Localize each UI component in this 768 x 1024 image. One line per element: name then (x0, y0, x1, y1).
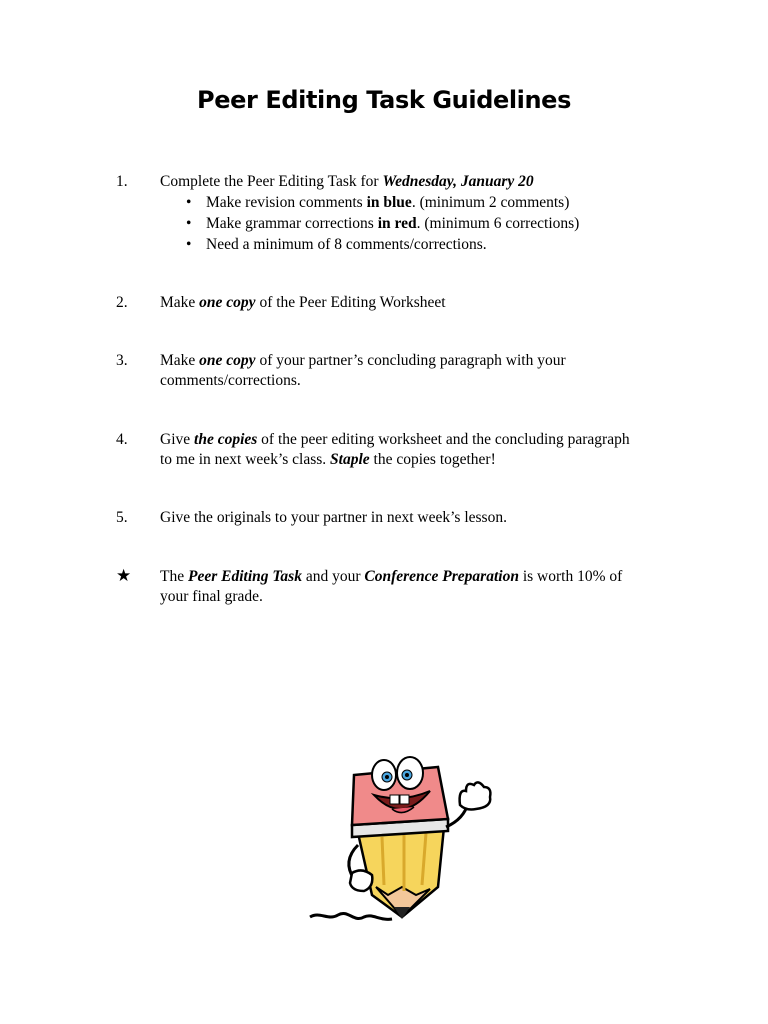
pencil-cartoon-illustration (306, 745, 502, 935)
item-4-number: 4. (116, 431, 128, 448)
item-3-number: 3. (116, 352, 128, 369)
item-3-text (160, 351, 660, 391)
list-item (186, 234, 666, 255)
text-segment: is worth 10% of your final grade. (160, 568, 623, 605)
text-segment: . (minimum 6 corrections) (416, 215, 580, 232)
emphasis: Peer Editing Task (187, 568, 302, 585)
bullet-icon: • (186, 215, 192, 232)
text-segment: The (160, 568, 188, 585)
text-segment: Complete the Peer Editing Task for (160, 173, 383, 190)
text-segment: of your partner’s concluding paragraph with your comments/corrections. (160, 352, 566, 389)
item-1-text (160, 172, 660, 192)
bullet-icon: • (186, 194, 192, 211)
deadline-date: Wednesday, January 20 (382, 173, 534, 190)
text-segment: Give the originals to your partner in next week’s lesson. (160, 509, 507, 526)
bullet-icon: • (186, 236, 192, 253)
item-5-number: 5. (116, 509, 128, 526)
star-icon: ★ (116, 566, 132, 585)
text-segment: Make (160, 294, 200, 311)
item-1-number: 1. (116, 173, 128, 190)
text-segment: of the peer editing worksheet and the concluding paragraph to me in next week’s class. (160, 431, 630, 468)
text-segment: Make grammar corrections (206, 215, 378, 232)
item-2-text (160, 293, 660, 313)
emphasis-blue: in blue (366, 194, 412, 211)
emphasis: Staple (330, 451, 370, 468)
emphasis: the copies (194, 431, 258, 448)
page-title: Peer Editing Task Guidelines (197, 86, 571, 114)
text-segment: Make (160, 352, 200, 369)
text-segment: Make revision comments (206, 194, 367, 211)
item-5-text (160, 508, 660, 528)
emphasis: Conference Preparation (364, 568, 519, 585)
emphasis-red: in red (377, 215, 417, 232)
text-segment: and your (301, 568, 365, 585)
item-2-number: 2. (116, 294, 128, 311)
text-segment: Need a minimum of 8 comments/corrections. (206, 236, 487, 253)
text-segment: Give (160, 431, 195, 448)
item-1-bullets (186, 192, 666, 255)
text-segment: . (minimum 2 comments) (411, 194, 570, 211)
list-item (186, 192, 666, 213)
grade-note (160, 567, 650, 607)
emphasis: one copy (199, 294, 256, 311)
text-segment: the copies together! (369, 451, 496, 468)
list-item (186, 213, 666, 234)
emphasis: one copy (199, 352, 256, 369)
text-segment: of the Peer Editing Worksheet (255, 294, 446, 311)
item-4-text (160, 430, 640, 470)
